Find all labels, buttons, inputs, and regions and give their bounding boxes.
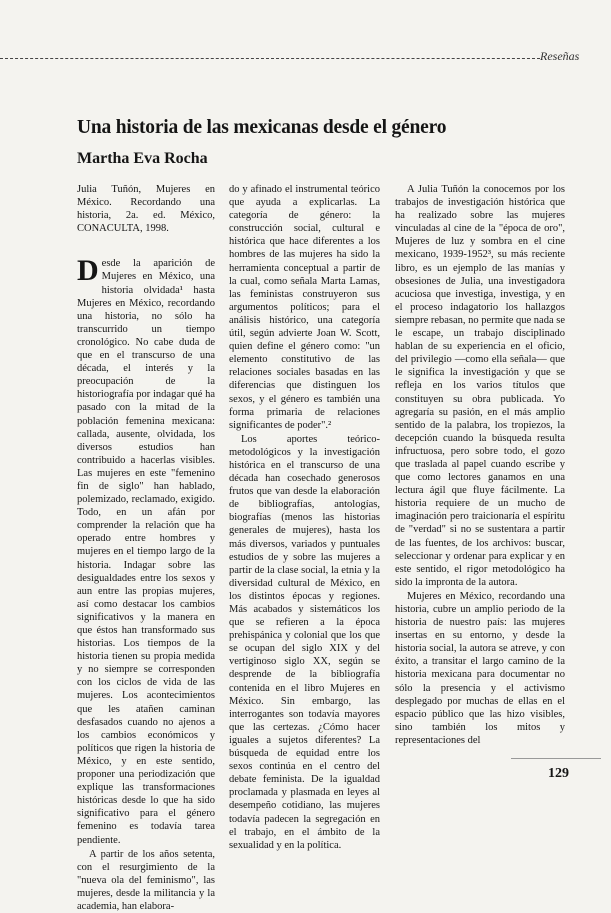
page-number: 129 [548, 766, 569, 781]
header-rule [0, 58, 540, 59]
paragraph: Desde la aparición de Mujeres en México, una historia olvidada¹ hasta Mujeres en México, recordando una historia, no sólo ha transcurrido un tiempo cronológico. No cabe duda de que en el transcurso de una década, el interés y la preocupación de la historiografía por indagar qué ha pasado con la mitad de la población femenina mexicana: callada, ausente, olvidada, los diversos estudios han contribuido a hacerlas visibles. Las mujeres en este "femenino fin de siglo" han hablado, polemizado, reclamado, exigido. Todo, en un afán por comprender la relación que ha operado entre hombres y mujeres en el tiempo largo de la historia. Indagar sobre las desigualdades entre los sexos y aun entre las propias mujeres, así como destacar los cambios significativos y la manera en que éstos han transformado sus historias. Los tiempos de la historia tienen su propia medida y no siempre se corresponden con los ciclos de vida de las mujeres. Los acontecimientos que les atañen caminan desfasados cuando no ajenos a los cambios económicos y políticos que rigen la historia de México, y en este sentido, proponer una periodización que explique las transformaciones históricas desde lo que ha sido significativo para el género femenino es todavía tarea pendiente. [77, 254, 215, 846]
footer-rule [511, 758, 601, 759]
article-author: Martha Eva Rocha [77, 150, 208, 167]
paragraph: A Julia Tuñón la conocemos por los trabajos de investigación histórica que ha realizado sobre las mujeres vinculadas al cine de la "época de oro", Mujeres de luz y sombra en el cine mexicano, 1939-1952³, su más reciente libro, es un ejemplo de las manías y obsesiones de Julia, una investigadora acuciosa que investiga, investiga, y en el proceso indagatorio los hallazgos siempre rebasan, no permite que nada se le escape, un trabajo disciplinado hablan de su experiencia en el oficio, del privilegio —como ella señala— que le significa la investigación y que se refleja en los varios títulos que constituyen su obra publicada. Yo agregaría su pasión, en el más amplio sentido de la palabra, los tropiezos, la decepción cuando la búsqueda resulta infructuosa, pero sobre todo, el gozo que traslada al papel cuando escribe y que como lectores ganamos en una lectura ágil que fluye fácilmente. La historia requiere de un mucho de imaginación pero traicionaría el espíritu de "verdad" si no se sustentara a partir de las fuentes, de los archivos: buscar, seleccionar y ordenar para explicar y en este sentido, el rigor metodológico ha sido la impronta de la autora. [395, 184, 565, 588]
column-3 [395, 183, 565, 747]
book-reference: Julia Tuñón, Mujeres en México. Recordando una historia, 2a. ed. México, CONACULTA, 1998. [77, 184, 215, 235]
section-label: Reseñas [540, 49, 580, 63]
drop-cap: D [77, 254, 99, 288]
article-title: Una historia de las mexicanas desde el género [77, 117, 447, 138]
column-1 [77, 183, 215, 913]
paragraph: do y afinado el instrumental teórico que ayuda a explicarlas. La categoría de género: la construcción social, cultural e histórica que hace diferentes a los hombres de las mujeres ha sido la herramienta conceptual a partir de la cual, como señala Marta Lamas, las feministas construyeron sus argumentos políticos; para el análisis histórico, una categoría útil, según advierte Joan W. Scott, quien define el género como: "un elemento constitutivo de las relaciones sociales basadas en las diferencias que distinguen los sexos, y el género es también una forma primaria de relaciones significantes de poder".² [229, 184, 380, 431]
paragraph: A partir de los años setenta, con el resurgimiento de la "nueva ola del feminismo", las mujeres, desde la militancia y la academia, han elabora- [77, 848, 215, 912]
paragraph: Los aportes teórico-metodológicos y la investigación histórica en el transcurso de una década han cosechado generosos frutos que van desde la elaboración de bibliografías, antologías, biografías (menos las historias generales de mujeres), hasta los más diversos, variados y puntuales estudios de y sobre las mujeres a partir de la clase social, la etnia y la diversidad cultural de México, en los distintos épocas y regiones. Más acabados y sistemáticos los que se refieren a la época prehispánica y colonial que los que se ocupan del siglo XIX y del vertiginoso siglo XX, según se desprende de la bibliografía contenida en el libro Mujeres en México. Sin embargo, las interrogantes son todavía mayores que las certezas. ¿Cómo hacer iguales a sujetos diferentes? La búsqueda de equidad entre los sexos continúa en el centro del debate feminista. De la igualdad proclamada y plasmada en leyes al desempeño cotidiano, las mujeres todavía padecen la segregación en el trabajo, en el ámbito de la sexualidad y en la política. [229, 433, 380, 851]
paragraph: Mujeres en México, recordando una historia, cubre un amplio periodo de la historia de nuestro país: las mujeres insertas en su entorno, y desde la historia social, la autora se atreve, y con éxito, a transitar el largo camino de la historia mexicana para documentar no sólo la presencia y el activismo desplegado por muchas de ellas en el espacio público que las hizo visibles, sino también los mitos y representaciones del [395, 590, 565, 746]
column-2 [229, 183, 380, 852]
